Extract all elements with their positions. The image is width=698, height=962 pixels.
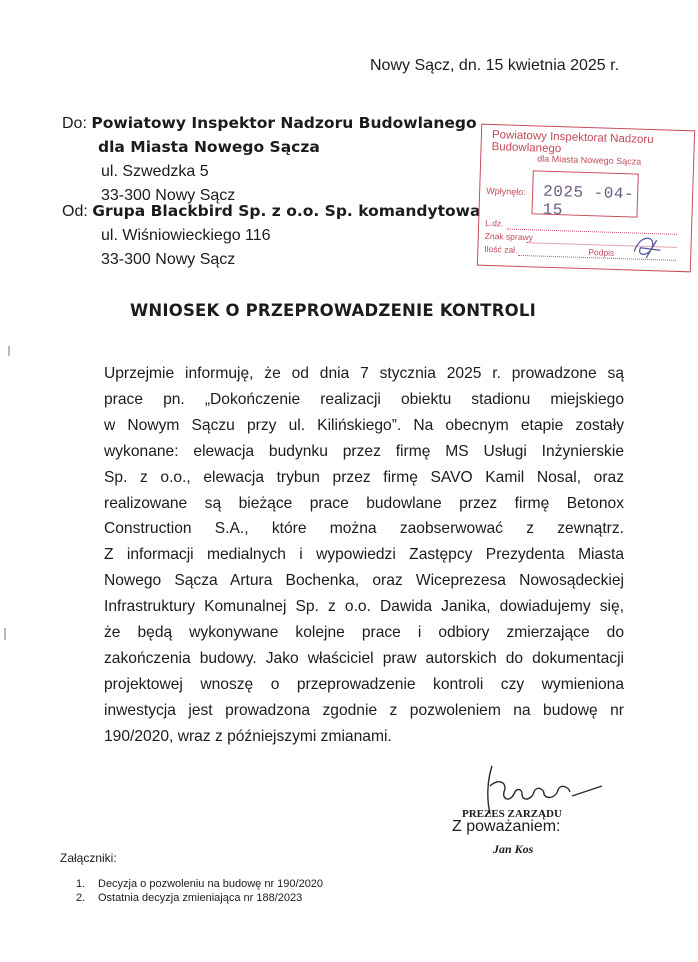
stamp-date-box	[531, 170, 638, 220]
body-line: Nowego Sącza Artura Bochenka, oraz Wiceprezesa Nowosądeckiej	[104, 572, 624, 590]
recipient-name-line2: dla Miasta Nowego Sącza	[98, 138, 320, 156]
body-line: prace pn. „Dokończenie realizacji obiektu stadionu miejskiego	[104, 390, 624, 408]
body-line: Sp. z o.o., elewacja trybun przez firmę SAVO Kamil Nosal, oraz	[104, 468, 624, 486]
scan-margin-mark	[4, 628, 6, 640]
signatory-name: Jan Kos	[493, 842, 534, 856]
closing-salutation: Z poważaniem:	[452, 818, 561, 835]
body-line: 190/2020, wraz z późniejszymi zmianami.	[104, 727, 392, 745]
stamp-received-label: Wpłynęło:	[486, 185, 526, 198]
recipient-block	[62, 111, 477, 208]
stamp-ldz-label: L.dz.	[485, 217, 504, 229]
attachment-number: 2.	[76, 892, 86, 904]
scan-margin-mark	[8, 346, 10, 356]
body-line: Infrastruktury Komunalnej Sp. z o.o. Dawida Janika, dowiadujemy się,	[104, 598, 624, 616]
body-line: realizowane są bieżące prace budowlane przez firmę Betonox	[104, 494, 624, 512]
body-line: w Nowym Sączu przy ul. Kilińskiego”. Na obecnym etapie zostały	[104, 416, 624, 434]
attachment-number: 1.	[76, 878, 86, 890]
body-line: że będą wykonywane kolejne prace i odbiory zmierzające do	[104, 624, 624, 642]
signatory-role: PREZES ZARZĄDU	[462, 808, 562, 820]
attachment-item	[76, 892, 302, 904]
recipient-city: 33-300 Nowy Sącz	[101, 187, 236, 204]
recipient-name-line1: Powiatowy Inspektor Nadzoru Budowlanego	[91, 114, 477, 132]
body-line: zakończenia budowy. Jako właściciel praw autorskich do dokumentacji	[104, 649, 624, 667]
sender-street: ul. Wiśniowieckiego 116	[101, 227, 271, 244]
sender-city: 33-300 Nowy Sącz	[101, 251, 236, 268]
stamp-office-city: dla Miasta Nowego Sącza	[537, 153, 642, 167]
stamp-case-label: Znak sprawy	[484, 230, 534, 243]
body-line: Construction S.A., które można zaobserwować z zewnątrz.	[104, 520, 624, 538]
stamp-received-date: 2025 -04- 15	[542, 182, 635, 220]
sender-label: Od:	[62, 203, 88, 220]
body-line: inwestycja jest prowadzona zgodnie z pozwoleniem na budowę nr	[104, 701, 624, 719]
recipient-street: ul. Szwedzka 5	[101, 163, 209, 180]
attachment-item	[76, 878, 323, 890]
stamp-signature-label: Podpis	[588, 247, 615, 258]
sender-block	[62, 199, 480, 272]
attachment-text: Ostatnia decyzja zmieniająca nr 188/2023	[98, 892, 303, 904]
attachment-text: Decyzja o pozwoleniu na budowę nr 190/2020	[98, 878, 324, 890]
letter-body	[104, 361, 624, 750]
stamp-office-name: Powiatowy Inspektorat Nadzoru Budowlanego	[491, 129, 654, 156]
sender-name: Grupa Blackbird Sp. z o.o. Sp. komandytowa	[92, 202, 481, 220]
body-line: wykonane: elewacja budynku przez firmę MS Usługi Inżynierskie	[104, 442, 624, 460]
document-title: WNIOSEK O PRZEPROWADZENIE KONTROLI	[130, 301, 536, 320]
body-line: Uprzejmie informuję, że od dnia 7 stycznia 2025 r. prowadzone są	[104, 365, 624, 382]
stamp-attach-label: Ilość zał.	[484, 243, 518, 255]
body-line: projektowej wnoszę o przeprowadzenie kontroli czy wymieniona	[104, 675, 624, 693]
received-stamp	[477, 124, 695, 273]
attachments-label: Załączniki:	[60, 851, 117, 865]
stamp-initials	[626, 229, 667, 264]
recipient-label: Do:	[62, 115, 87, 132]
place-date: Nowy Sącz, dn. 15 kwietnia 2025 r.	[370, 57, 620, 74]
body-line: Z informacji medialnych i wypowiedzi Zastępcy Prezydenta Miasta	[104, 546, 624, 564]
